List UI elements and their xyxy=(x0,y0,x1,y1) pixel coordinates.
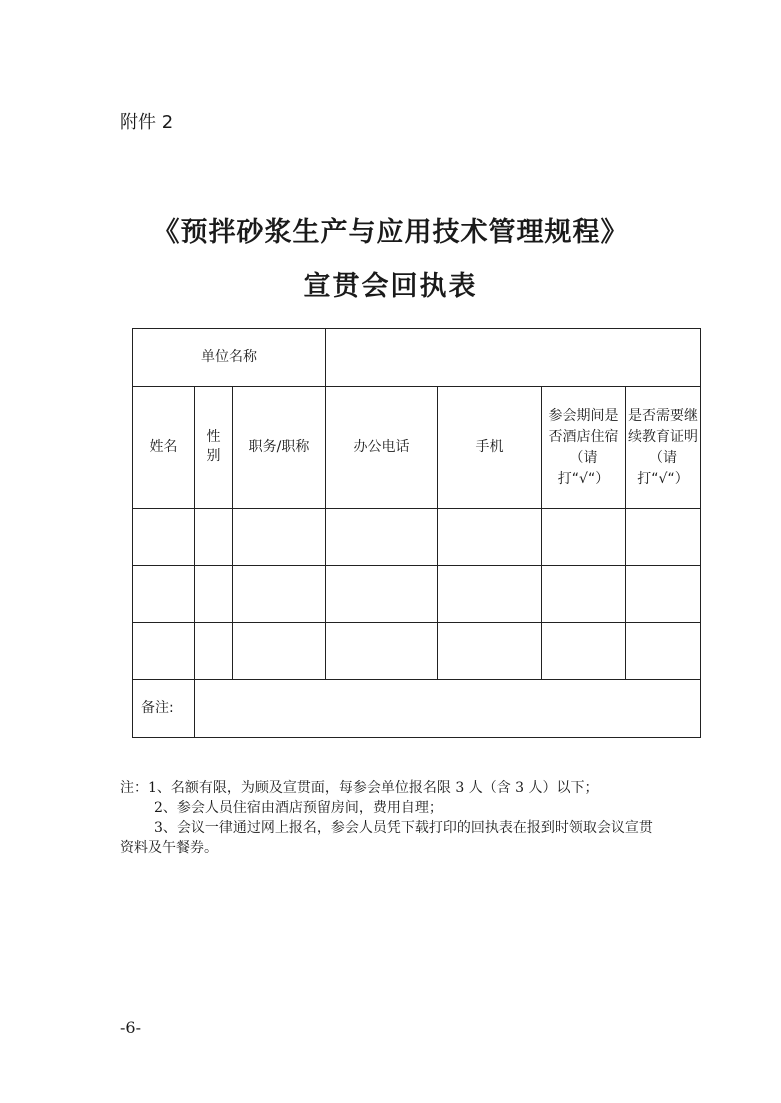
remark-field[interactable] xyxy=(195,680,701,738)
cell-hotel[interactable] xyxy=(542,509,626,566)
cell-office-phone[interactable] xyxy=(326,623,438,680)
header-hotel: 参会期间是否酒店住宿（请打“√“） xyxy=(542,387,626,509)
cell-mobile[interactable] xyxy=(438,509,542,566)
page-number: -6- xyxy=(120,1018,141,1037)
cell-office-phone[interactable] xyxy=(326,566,438,623)
cell-name[interactable] xyxy=(133,623,195,680)
cell-position[interactable] xyxy=(233,623,326,680)
cell-mobile[interactable] xyxy=(438,623,542,680)
table-row xyxy=(133,623,701,680)
header-position: 职务/职称 xyxy=(233,387,326,509)
header-education: 是否需要继续教育证明（请打“√“） xyxy=(626,387,701,509)
header-row xyxy=(133,387,701,509)
cell-hotel[interactable] xyxy=(542,623,626,680)
unit-name-field[interactable] xyxy=(326,329,701,387)
table-row xyxy=(133,566,701,623)
header-name: 姓名 xyxy=(133,387,195,509)
cell-hotel[interactable] xyxy=(542,566,626,623)
note-2: 2、参会人员住宿由酒店预留房间，费用自理； xyxy=(154,800,443,816)
cell-education[interactable] xyxy=(626,509,701,566)
cell-position[interactable] xyxy=(233,566,326,623)
cell-mobile[interactable] xyxy=(438,566,542,623)
header-mobile: 手机 xyxy=(438,387,542,509)
table-row xyxy=(133,509,701,566)
document-subtitle: 宣贯会回执表 xyxy=(303,271,478,302)
cell-name[interactable] xyxy=(133,566,195,623)
cell-name[interactable] xyxy=(133,509,195,566)
notes xyxy=(120,778,710,858)
document-title: 《预拌砂浆生产与应用技术管理规程》 xyxy=(152,217,629,248)
registration-form-table xyxy=(132,328,701,738)
cell-office-phone[interactable] xyxy=(326,509,438,566)
header-office-phone: 办公电话 xyxy=(326,387,438,509)
attachment-label: 附件 2 xyxy=(120,112,174,133)
cell-education[interactable] xyxy=(626,566,701,623)
remark-label: 备注: xyxy=(133,680,195,738)
unit-name-label: 单位名称 xyxy=(133,329,326,387)
unit-name-row xyxy=(133,329,701,387)
note-3: 3、会议一律通过网上报名，参会人员凭下载打印的回执表在报到时领取会议宣贯 xyxy=(154,820,653,836)
cell-gender[interactable] xyxy=(195,509,233,566)
cell-gender[interactable] xyxy=(195,566,233,623)
cell-education[interactable] xyxy=(626,623,701,680)
cell-gender[interactable] xyxy=(195,623,233,680)
note-1: 注：1、名额有限，为顾及宣贯面，每参会单位报名限 3 人（含 3 人）以下； xyxy=(120,780,599,796)
cell-position[interactable] xyxy=(233,509,326,566)
note-3-continued: 资料及午餐券。 xyxy=(120,840,218,856)
remark-row xyxy=(133,680,701,738)
header-gender: 性别 xyxy=(195,387,233,509)
